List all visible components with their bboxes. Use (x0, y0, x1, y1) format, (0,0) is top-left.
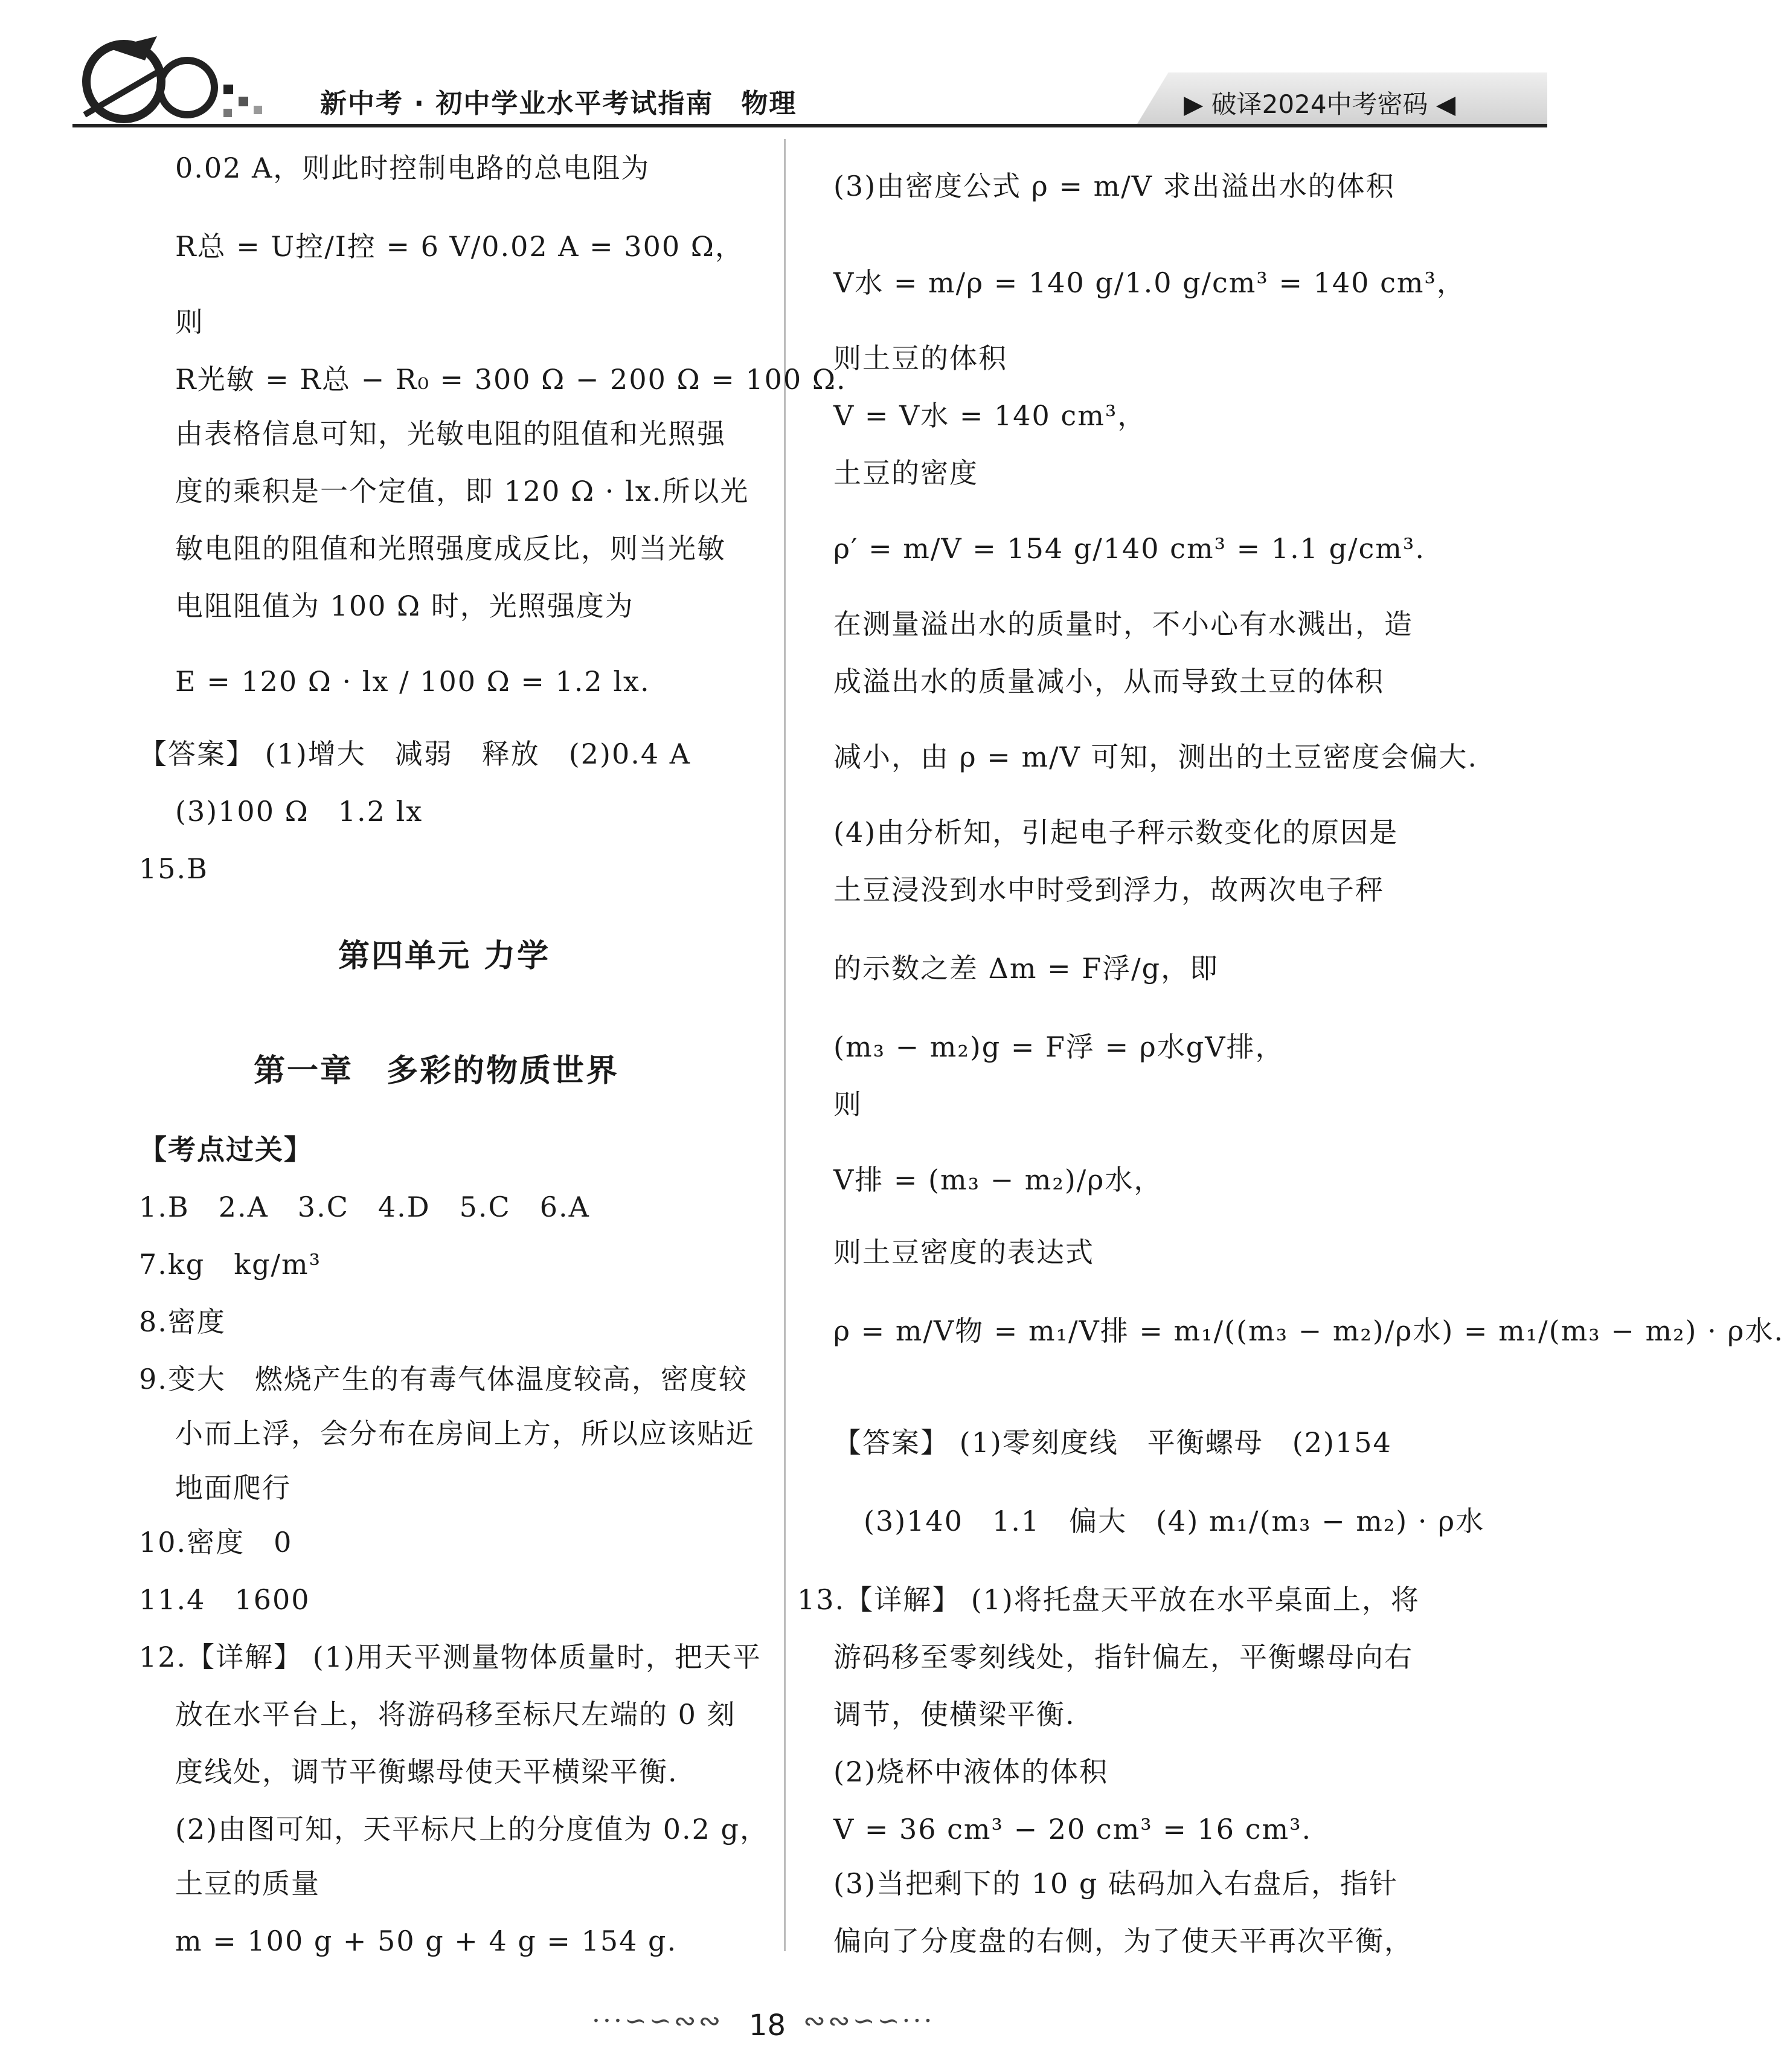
left-formula: m = 100 g + 50 g + 4 g = 154 g. (175, 1925, 678, 1957)
right-line: 调节，使横梁平衡. (833, 1698, 1076, 1731)
right-line: 在测量溢出水的质量时，不小心有水溅出，造 (833, 608, 1413, 640)
footer-ornament-right-icon: ∾∾∽∽··· (803, 2006, 935, 2036)
right-formula: ρ′ = m/V = 154 g/140 cm³ = 1.1 g/cm³. (833, 532, 1425, 565)
left-line: 由表格信息可知，光敏电阻的阻值和光照强 (175, 417, 726, 450)
left-formula: E = 120 Ω · lx / 100 Ω = 1.2 lx. (175, 665, 650, 698)
right-line: 土豆浸没到水中时受到浮力，故两次电子秤 (833, 874, 1384, 906)
left-line: 放在水平台上，将游码移至标尺左端的 0 刻 (175, 1698, 736, 1731)
page-number: 18 (749, 2009, 786, 2042)
right-line: (3)当把剩下的 10 g 砝码加入右盘后，指针 (833, 1867, 1399, 1900)
right-line: 减小，由 ρ = m/V 可知，测出的土豆密度会偏大. (833, 741, 1478, 773)
right-line: 则土豆密度的表达式 (833, 1236, 1094, 1269)
right-line: 游码移至零刻线处，指针偏左，平衡螺母向右 (833, 1641, 1413, 1673)
left-line: 度线处，调节平衡螺母使天平横梁平衡. (175, 1755, 678, 1788)
left-line: 10.密度 0 (139, 1526, 293, 1559)
right-formula: V排 = (m₃ − m₂)/ρ水， (833, 1163, 1163, 1196)
left-line: 15.B (139, 852, 208, 885)
right-line: 13.【详解】 (1)将托盘天平放在水平桌面上，将 (797, 1583, 1420, 1616)
right-line: 则土豆的体积 (833, 342, 1007, 375)
footer-ornament-left-icon: ···∽∽∾∾ (592, 2006, 724, 2036)
right-formula: V水 = m/ρ = 140 g/1.0 g/cm³ = 140 cm³， (833, 266, 1466, 299)
left-line: 度的乘积是一个定值，即 120 Ω · lx.所以光 (175, 475, 749, 507)
right-formula: ρ = m/V物 = m₁/V排 = m₁/((m₃ − m₂)/ρ水) = m₁/(m₃ − m₂) · ρ水. (833, 1314, 1784, 1347)
right-line: 偏向了分度盘的右侧，为了使天平再次平衡， (833, 1925, 1413, 1957)
right-line: (3)由密度公式 ρ = m/V 求出溢出水的体积 (833, 170, 1395, 202)
left-line: 小而上浮，会分布在房间上方，所以应该贴近 (175, 1417, 755, 1450)
right-formula: V = 36 cm³ − 20 cm³ = 16 cm³. (833, 1813, 1312, 1845)
right-formula: (m₃ − m₂)g = F浮 = ρ水gV排， (833, 1031, 1285, 1063)
left-line: 9.变大 燃烧产生的有毒气体温度较高，密度较 (139, 1363, 748, 1395)
column-divider (784, 139, 786, 1951)
answer-line: 【答案】 (1)零刻度线 平衡螺母 (2)154 (833, 1426, 1392, 1459)
right-line: 土豆的密度 (833, 457, 978, 489)
unit-heading: 第四单元 力学 (338, 938, 551, 974)
left-formula: R光敏 = R总 − R₀ = 300 Ω − 200 Ω = 100 Ω. (175, 363, 847, 396)
header-rule (72, 124, 1547, 127)
right-line: (4)由分析知，引起电子秤示数变化的原因是 (833, 816, 1399, 849)
section-label: 【考点过关】 (139, 1133, 313, 1166)
right-line: 成溢出水的质量减小，从而导致土豆的体积 (833, 665, 1384, 698)
right-line: (2)烧杯中液体的体积 (833, 1755, 1109, 1788)
logo-icon (72, 24, 272, 127)
left-line: 1.B 2.A 3.C 4.D 5.C 6.A (139, 1191, 590, 1223)
left-line: 电阻阻值为 100 Ω 时，光照强度为 (175, 590, 634, 622)
right-formula: V = V水 = 140 cm³， (833, 399, 1147, 432)
right-line: 的示数之差 Δm = F浮/g，即 (833, 952, 1219, 985)
header-tagline: ▶ 破译2024中考密码 ◀ (1184, 89, 1456, 119)
left-line: 0.02 A，则此时控制电路的总电阻为 (175, 152, 650, 184)
left-line: (3)100 Ω 1.2 lx (175, 795, 423, 828)
left-line: (2)由图可知，天平标尺上的分度值为 0.2 g， (175, 1813, 769, 1845)
left-formula: R总 = U控/I控 = 6 V/0.02 A = 300 Ω， (175, 230, 744, 263)
left-line: 11.4 1600 (139, 1583, 310, 1616)
left-line: 8.密度 (139, 1305, 226, 1338)
answer-line: 【答案】 (1)增大 减弱 释放 (2)0.4 A (139, 738, 691, 770)
right-line: (3)140 1.1 偏大 (4) m₁/(m₃ − m₂) · ρ水 (864, 1505, 1485, 1537)
left-line: 敏电阻的阻值和光照强度成反比，则当光敏 (175, 532, 726, 565)
right-line: 则 (833, 1088, 862, 1121)
left-line: 地面爬行 (175, 1472, 291, 1504)
left-line: 12.【详解】 (1)用天平测量物体质量时，把天平 (139, 1641, 762, 1673)
left-line: 则 (175, 306, 204, 338)
chapter-heading: 第一章 多彩的物质世界 (254, 1053, 620, 1089)
left-line: 土豆的质量 (175, 1867, 320, 1900)
header-title: 新中考 · 初中学业水平考试指南 物理 (320, 88, 797, 119)
left-line: 7.kg kg/m³ (139, 1248, 322, 1281)
